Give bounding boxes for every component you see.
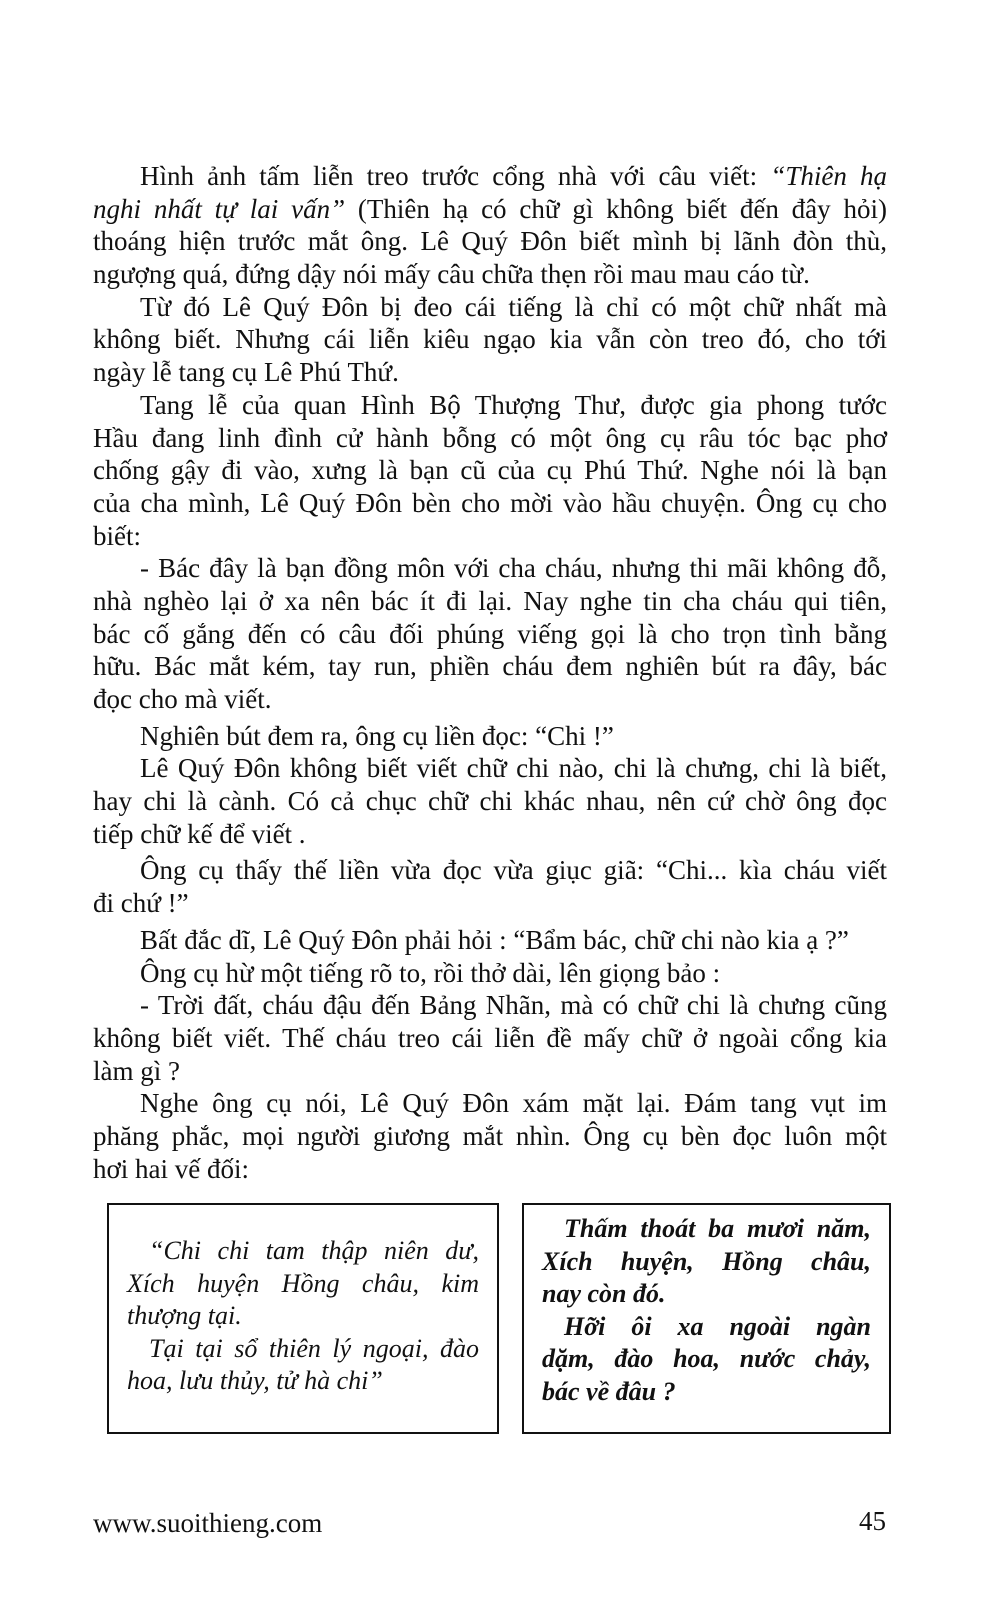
text-segment: ngày lễ tang cụ Lê Phú Thứ. — [93, 357, 399, 388]
paragraph — [93, 552, 887, 715]
text-line — [93, 785, 887, 818]
text-line — [93, 957, 887, 990]
text-line — [93, 887, 887, 920]
verse-line: bác về đâu ? — [542, 1376, 676, 1406]
text-segment: ngượng quá, đứng dậy nói mấy câu chữa thẹn rồi mau mau cáo từ. — [93, 259, 810, 290]
text-segment: Hình ảnh tấm liễn treo trước cổng nhà với câu viết: — [140, 161, 771, 191]
couplet-box-original — [107, 1203, 499, 1434]
verse-line: dặm, đào hoa, nước chảy, — [542, 1344, 871, 1373]
couplet-verse — [542, 1213, 871, 1311]
text-segment: hữu. Bác mắt kém, tay run, phiền cháu đem nghiên bút ra đây, bác — [93, 651, 887, 682]
text-line — [93, 650, 887, 683]
verse-line: Xích huyện Hồng châu, kim — [127, 1268, 479, 1298]
paragraph — [93, 1087, 887, 1185]
text-line — [93, 924, 887, 957]
couplet-verse — [127, 1333, 479, 1398]
text-line — [93, 618, 887, 651]
text-segment: biết: — [93, 520, 141, 551]
paragraph — [93, 160, 887, 291]
couplet-verse — [542, 1311, 871, 1409]
text-segment: Ông cụ thấy thế liền vừa đọc vừa giục giã: “Chi... kìa cháu viết — [140, 855, 887, 886]
verse-line: thượng tại. — [127, 1301, 242, 1330]
text-segment: bác cố gắng đến có câu đối phúng viếng gọi là cho trọn tình bằng — [93, 618, 887, 649]
text-line — [93, 454, 887, 487]
text-segment: thoáng hiện trước mắt ông. Lê Quý Đôn biết mình bị lãnh đòn thù, — [93, 226, 887, 257]
couplet-verse — [127, 1235, 479, 1333]
text-line — [93, 160, 887, 193]
text-segment: không biết. Nhưng cái liễn kiêu ngạo kia vẫn còn treo đó, cho tới — [93, 324, 887, 355]
text-line — [93, 1055, 887, 1088]
text-segment: Từ đó Lê Quý Đôn bị đeo cái tiếng là chỉ có một chữ nhất mà — [140, 291, 887, 322]
text-segment: Tang lễ của quan Hình Bộ Thượng Thư, được gia phong tước — [140, 389, 887, 420]
text-segment: không biết viết. Thế cháu treo cái liễn đề mấy chữ ở ngoài cổng kia — [93, 1022, 887, 1053]
text-line — [93, 720, 887, 753]
text-segment: đi chứ !” — [93, 888, 189, 919]
text-line — [93, 356, 887, 389]
text-line — [93, 193, 887, 226]
text-line — [93, 752, 887, 785]
text-line — [93, 520, 887, 553]
text-segment: chống gậy đi vào, xưng là bạn cũ của cụ Phú Thứ. Nghe nói là bạn — [93, 455, 887, 486]
text-line — [93, 1022, 887, 1055]
verse-line: Thấm thoát ba mươi năm, — [564, 1214, 871, 1243]
text-line — [93, 487, 887, 520]
paragraph — [93, 291, 887, 389]
paragraph — [93, 957, 887, 990]
text-segment: tiếp chữ kế để viết . — [93, 818, 306, 849]
verse-line: hoa, lưu thủy, tử hà chi” — [127, 1366, 383, 1395]
paragraph — [93, 720, 887, 753]
verse-line: Xích huyện, Hồng châu, — [542, 1246, 871, 1276]
text-line — [93, 989, 887, 1022]
text-line — [93, 291, 887, 324]
text-line — [93, 258, 887, 291]
text-segment: hơi hai vế đối: — [93, 1153, 250, 1184]
text-line — [93, 225, 887, 258]
verse-line: nay còn đó. — [542, 1279, 666, 1308]
paragraph — [93, 989, 887, 1087]
text-line — [93, 1087, 887, 1120]
text-line — [93, 422, 887, 455]
text-segment: làm gì ? — [93, 1055, 180, 1086]
text-segment: - Bác đây là bạn đồng môn với cha cháu, nhưng thi mãi không đỗ, — [140, 553, 887, 584]
text-segment: (Thiên hạ có chữ gì không biết đến đây hỏi) — [345, 193, 887, 224]
paragraph — [93, 854, 887, 919]
text-segment: hay chi là cành. Có cả chục chữ chi khác nhau, nên cứ chờ ông đọc — [93, 786, 887, 817]
text-line — [93, 389, 887, 422]
text-segment: nhà nghèo lại ở xa nên bác ít đi lại. Nay nghe tin cha cháu qui tiên, — [93, 585, 887, 616]
page-number: 45 — [859, 1506, 886, 1536]
body-text — [93, 160, 887, 1185]
paragraph — [93, 924, 887, 957]
text-segment: phăng phắc, mọi người giương mắt nhìn. Ông cụ bèn đọc luôn một — [93, 1120, 887, 1151]
text-segment: của cha mình, Lê Quý Đôn bèn cho mời vào hầu chuyện. Ông cụ cho — [93, 487, 887, 518]
text-line — [93, 552, 887, 585]
text-segment: đọc cho mà viết. — [93, 684, 272, 714]
text-segment: Lê Quý Đôn không biết viết chữ chi nào, chi là chưng, chi là biết, — [140, 753, 887, 784]
paragraph — [93, 752, 887, 850]
text-segment: - Trời đất, cháu đậu đến Bảng Nhãn, mà có chữ chi là chưng cũng — [140, 990, 887, 1021]
text-line — [93, 854, 887, 887]
italic-quote: nghi nhất tự lai vấn” — [93, 193, 346, 224]
text-line — [93, 1120, 887, 1153]
text-line — [93, 1153, 887, 1186]
verse-line: Hỡi ôi xa ngoài ngàn — [564, 1311, 871, 1341]
footer-website: www.suoithieng.com — [93, 1508, 323, 1538]
text-segment: Nghiên bút đem ra, ông cụ liền đọc: “Chi !” — [140, 720, 614, 751]
paragraph — [93, 389, 887, 552]
italic-quote: “Thiên hạ — [770, 161, 887, 191]
text-line — [93, 323, 887, 356]
text-segment: Ông cụ hừ một tiếng rõ to, rồi thở dài, lên giọng bảo : — [140, 957, 721, 988]
verse-line: Tại tại sổ thiên lý ngoại, đào — [149, 1333, 479, 1363]
text-line — [93, 683, 887, 716]
text-segment: Bất đắc dĩ, Lê Quý Đôn phải hỏi : “Bẩm bác, chữ chi nào kia ạ ?” — [140, 924, 849, 955]
text-segment: Hầu đang linh đình cử hành bỗng có một ông cụ râu tóc bạc phơ — [93, 422, 887, 453]
couplet-box-translation — [522, 1203, 891, 1434]
text-line — [93, 818, 887, 851]
text-line — [93, 585, 887, 618]
verse-line: “Chi chi tam thập niên dư, — [149, 1236, 479, 1265]
text-segment: Nghe ông cụ nói, Lê Quý Đôn xám mặt lại. Đám tang vụt im — [140, 1088, 887, 1119]
